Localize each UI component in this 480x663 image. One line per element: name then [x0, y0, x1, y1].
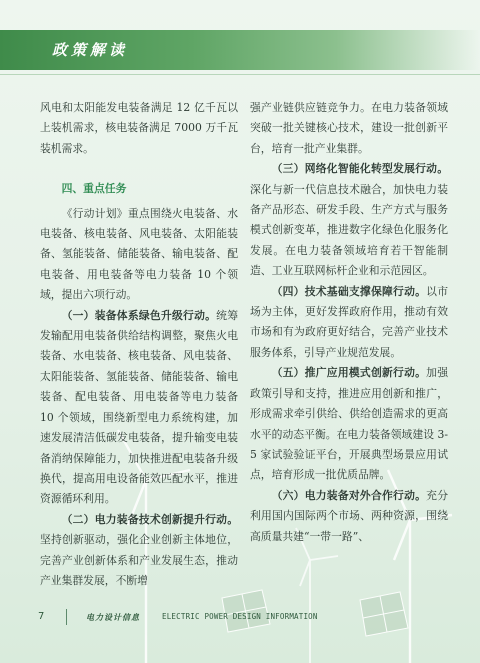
paragraph [250, 282, 448, 364]
magazine-name-cn: 电力设计信息 [86, 613, 140, 622]
paragraph: 《行动计划》重点围绕火电装备、水电装备、核电装备、风电装备、太阳能装备、氢能装备、储能装备、输电装备、配电装备、用电装备等电力装备 10 个领域，提出六项行动。 [40, 206, 238, 302]
item-title: （六）电力装备对外合作行动。 [271, 488, 427, 502]
paragraph [40, 510, 238, 592]
item-body: 加强政策引导和支持，推进应用创新和推广，形成需求牵引供给、供给创造需求的更高水平的动态平衡。在电力装备领域建设 3-5 家试验验证平台，开展典型场景应用试点，培育形成一批优质品牌。 [250, 366, 449, 482]
paragraph: 强产业链供应链竞争力。在电力装备领域突破一批关键核心技术，建设一批创新平台，培育一批产业集群。 [250, 101, 448, 155]
magazine-name-en: ELECTRIC POWER DESIGN INFORMATION [162, 612, 318, 621]
item-body: 深化与新一代信息技术融合，加快电力装备产品形态、研发手段、生产方式与服务模式创新变革，推进数字化绿色化服务化发展。在电力装备领域培育若干智能制造、工业互联网标杆企业和示范园区。 [250, 182, 448, 278]
item-body: 统筹发输配用电装备供给结构调整，聚焦火电装备、水电装备、核电装备、风电装备、太阳能装备、氢能装备、储能装备、输电装备、配电装备、用电装备等电力装备 10 个领域，围绕新型电力系统构建，加速发展清洁低碳发电装备，提升输变电装备消纳保障能力，加快推进配电装备升级换代，提高用电设备能效匹配水平，推进资源循环利用。 [40, 308, 239, 506]
section-heading: 四、重点任务 [61, 182, 127, 196]
item-title: （五）推广应用模式创新行动。 [271, 366, 427, 380]
left-column [40, 98, 238, 591]
item-title: （一）装备体系绿色升级行动。 [61, 308, 217, 322]
item-title: （三）网络化智能化转型发展行动。 [271, 162, 448, 176]
item-title: （四）技术基础支撑保障行动。 [271, 284, 427, 298]
page-footer [0, 607, 480, 629]
footer-divider [66, 609, 67, 625]
item-body: 充分利用国内国际两个市场、两种资源，围绕高质量共建“一带一路”、 [250, 488, 449, 543]
paragraph [40, 306, 238, 510]
paragraph [250, 363, 448, 485]
page-number: 7 [38, 611, 45, 622]
item-body: 以市场为主体，更好发挥政府作用，推动有效市场和有为政府更好结合，完善产业技术服务体系，引导产业规范发展。 [250, 284, 449, 359]
item-title: （二）电力装备技术创新提升行动。 [61, 512, 238, 526]
paragraph [250, 486, 448, 547]
section-title: 政策解读 [52, 41, 129, 59]
header-bar [0, 30, 480, 70]
item-body: 坚持创新驱动，强化企业创新主体地位，完善产业创新体系和产业发展生态，推动产业集群发展，不断增 [40, 533, 238, 587]
paragraph [250, 159, 448, 281]
right-column [250, 98, 448, 547]
paragraph: 风电和太阳能发电装备满足 12 亿千瓦以上装机需求，核电装备满足 7000 万千瓦装机需求。 [40, 101, 238, 155]
header-divider [0, 74, 480, 75]
